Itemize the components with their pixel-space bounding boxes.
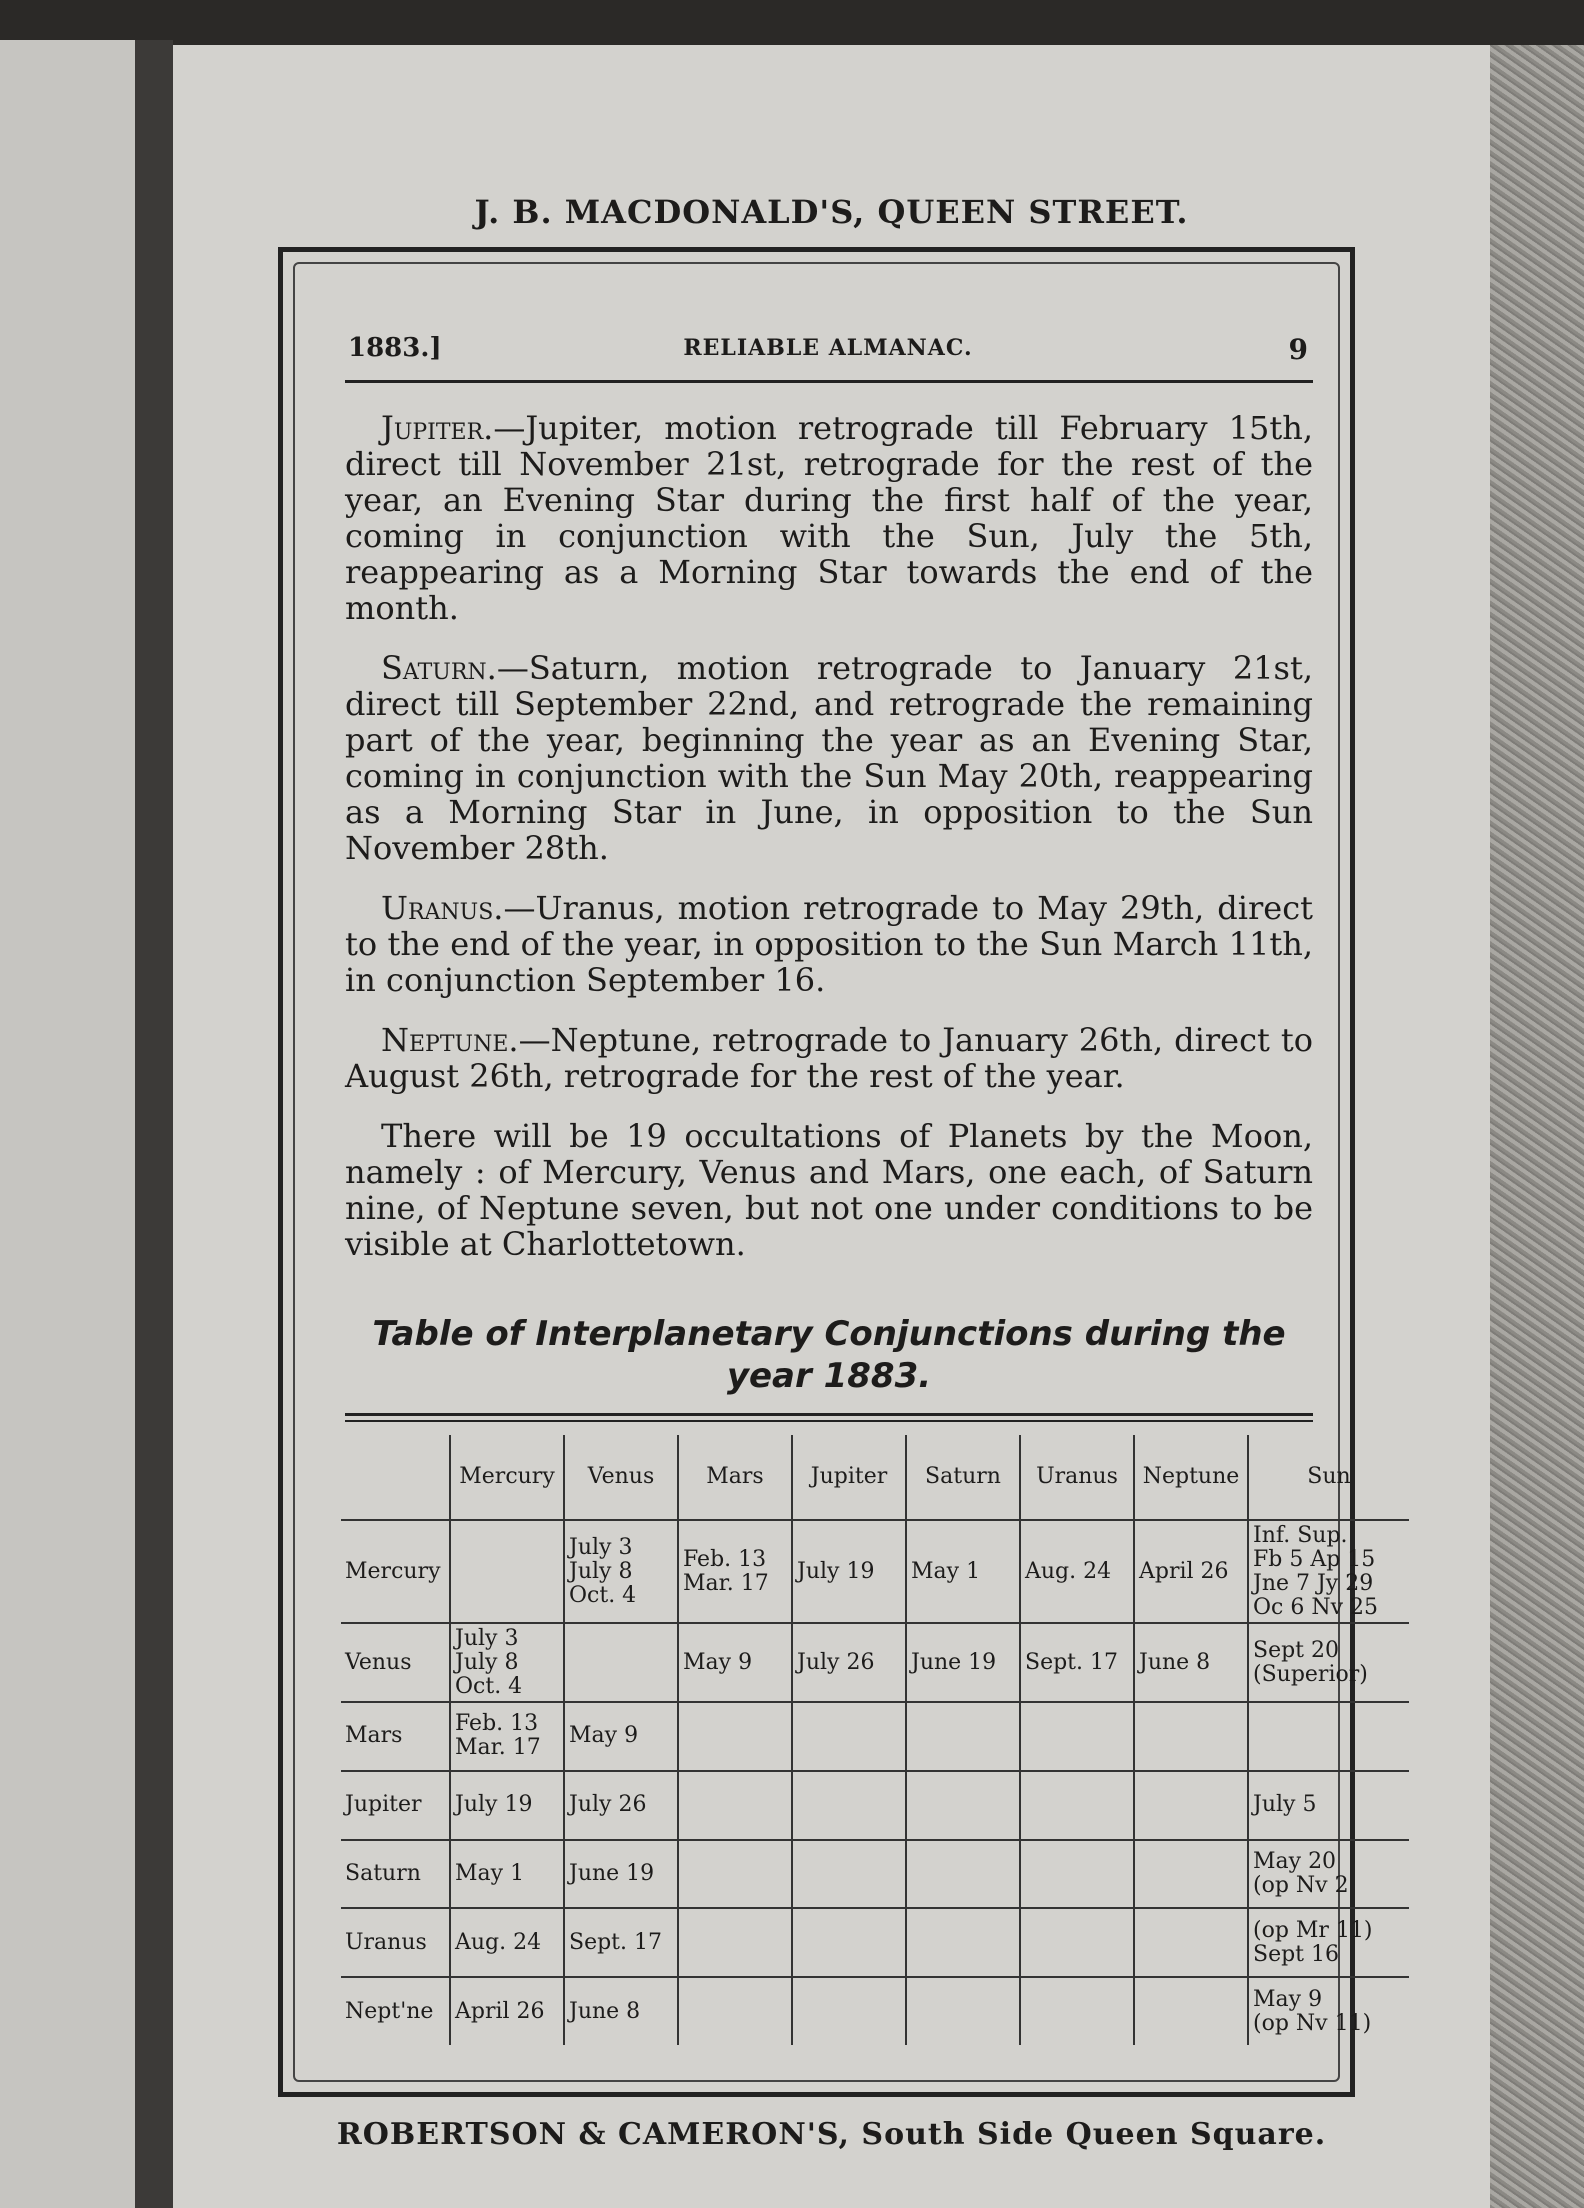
cell-text: (op Nv 11) [1253,2010,1372,2036]
paragraph-lead: Uranus. [381,889,504,927]
header-rule [345,380,1313,383]
table-cell [450,1840,564,1909]
row-label: Mercury [341,1520,450,1623]
table-top-rule-2 [345,1420,1313,1422]
table-cell [1134,1771,1248,1840]
cell-text: June 19 [911,1649,997,1675]
table-top-rule [345,1413,1313,1416]
cell-text: July 5 [1253,1792,1317,1818]
table-cell [1248,1840,1409,1909]
cell-text: Fb 5 Ap 15 [1253,1546,1376,1572]
footer-advert: ROBERTSON & CAMERON'S, South Side Queen Square. [336,2117,1327,2152]
cell-text: July 8 [455,1649,519,1675]
table-cell [1248,1520,1409,1623]
table-cell [678,1908,792,1977]
table-cell [450,1977,564,2045]
column-header: Jupiter [792,1435,906,1520]
table-cell [906,1771,1020,1840]
cell-text: May 1 [455,1861,525,1887]
column-header: Sun [1248,1435,1409,1520]
table-cell [678,1702,792,1771]
body-text [345,410,1313,1286]
cell-text: Oc 6 Nv 25 [1253,1594,1379,1620]
table-cell [564,1702,678,1771]
table-cell [1248,1908,1409,1977]
facing-page [0,40,135,2208]
table-cell [1020,1977,1134,2045]
cell-text: July 8 [569,1558,633,1584]
table-cell [450,1520,564,1623]
table-cell [1134,1908,1248,1977]
row-label: Uranus [341,1908,450,1977]
table-cell [450,1908,564,1977]
running-head: J. B. MACDONALD'S, QUEEN STREET. [474,193,1189,231]
column-header: Uranus [1020,1435,1134,1520]
cell-text: July 26 [797,1649,875,1675]
paragraph-lead: Jupiter. [381,409,494,447]
column-header: Saturn [906,1435,1020,1520]
paragraph-text: —Saturn, motion retrograde to January 21st, direct till September 22nd, and retrograde the remaining part of the year, beginning the year as an Evening Star, coming in conjunction with the Sun May 20th, reappearing as a Morning Star in June, in opposition to the Sun November 28th. [345,649,1313,867]
almanac-page [173,45,1490,2208]
table-cell [792,1623,906,1702]
cell-text: Inf. Sup. [1253,1522,1348,1548]
table-cell [792,1520,906,1623]
table-cell [906,1908,1020,1977]
paragraph-text: There will be 19 occultations of Planets by the Moon, namely : of Mercury, Venus and Mars, one each, of Saturn nine, of Neptune seven, but not one under conditions to be visible at Charlottetown. [345,1117,1313,1263]
row-label: Saturn [341,1840,450,1909]
cell-text: (op Mr 11) [1253,1917,1373,1943]
table-row [341,1702,1409,1771]
table-cell [906,1977,1020,2045]
table-cell [450,1771,564,1840]
table-cell [1134,1702,1248,1771]
cell-text: May 1 [911,1558,981,1584]
cell-text: Oct. 4 [569,1582,637,1608]
table-row [341,1840,1409,1909]
cell-text: June 19 [569,1861,655,1887]
cell-text: (op Nv 2 [1253,1873,1349,1899]
table-cell [450,1702,564,1771]
table-cell [792,1977,906,2045]
table-cell [1248,1977,1409,2045]
table-cell [1134,1623,1248,1702]
paragraph-lead: Saturn. [381,649,497,687]
table-cell [906,1520,1020,1623]
table-cell [792,1771,906,1840]
table-cell [1134,1520,1248,1623]
table-cell [564,1840,678,1909]
paragraph-uranus [345,890,1313,998]
table-cell [1134,1977,1248,2045]
cell-text: Feb. 13 [683,1546,767,1572]
cell-text: May 9 [683,1649,753,1675]
table-cell [678,1977,792,2045]
paragraph-text: —Uranus, motion retrograde to May 29th, direct to the end of the year, in opposition to the Sun March 11th, in conjunction September 16. [345,889,1313,999]
table-cell [1134,1840,1248,1909]
cell-text: Oct. 4 [455,1673,523,1699]
page-edge [1490,45,1584,2208]
table-cell [906,1623,1020,1702]
row-label: Mars [341,1702,450,1771]
cell-text: Sept. 17 [569,1929,662,1955]
table-cell [678,1840,792,1909]
cell-text: May 9 [1253,1986,1323,2012]
table-title: Table of Interplanetary Conjunctions during the year 1883. [372,1314,1286,1396]
almanac-header [348,333,1308,373]
table-row [341,1520,1409,1623]
paragraph-text: —Jupiter, motion retrograde till February 15th, direct till November 21st, retrograde for the rest of the year, an Evening Star during the first half of the year, coming in conjunction with the Sun, July the 5th, reappearing as a Morning Star towards the end of the month. [345,409,1313,627]
table-cell [792,1702,906,1771]
cell-text: Feb. 13 [455,1711,539,1737]
paragraph-text: —Neptune, retrograde to January 26th, direct to August 26th, retrograde for the rest of the year. [345,1021,1313,1095]
cell-text: Aug. 24 [455,1929,542,1955]
paragraph-neptune [345,1022,1313,1094]
table-cell [678,1771,792,1840]
cell-text: Jne 7 Jy 29 [1253,1570,1374,1596]
table-cell [792,1840,906,1909]
scan-top-shadow [0,0,1584,45]
paragraph-saturn [345,650,1313,866]
row-label: Nept'ne [341,1977,450,2045]
cell-text: July 3 [455,1625,519,1651]
table-cell [1248,1702,1409,1771]
cell-text: Sept. 17 [1025,1649,1118,1675]
paragraph-jupiter [345,410,1313,626]
table-row [341,1977,1409,2045]
table-cell [564,1771,678,1840]
table-cell [564,1520,678,1623]
table-cell [1020,1702,1134,1771]
table-cell [906,1840,1020,1909]
cell-text: July 3 [569,1534,633,1560]
cell-text: July 19 [797,1558,875,1584]
table-cell [450,1623,564,1702]
cell-text: Mar. 17 [455,1735,541,1761]
table-cell [1020,1623,1134,1702]
cell-text: May 20 [1253,1849,1337,1875]
book-gutter [135,40,173,2208]
column-header: Mars [678,1435,792,1520]
cell-text: April 26 [1139,1558,1229,1584]
table-cell [1248,1771,1409,1840]
column-header [341,1435,450,1520]
cell-text: June 8 [569,1998,641,2024]
table-cell [1020,1520,1134,1623]
cell-text: (Superior) [1253,1661,1368,1687]
header-year: 1883.] [348,333,442,363]
header-title: RELIABLE ALMANAC. [683,335,973,361]
cell-text: Sept 20 [1253,1637,1340,1663]
table-cell [564,1977,678,2045]
cell-text: April 26 [455,1998,545,2024]
paragraph-occultations [345,1118,1313,1262]
row-label: Jupiter [341,1771,450,1840]
table-row [341,1623,1409,1702]
column-header: Mercury [450,1435,564,1520]
row-label: Venus [341,1623,450,1702]
cell-text: July 19 [455,1792,533,1818]
cell-text: Aug. 24 [1025,1558,1112,1584]
table-cell [1020,1908,1134,1977]
conjunctions-table [341,1435,1409,2045]
table-cell [1020,1840,1134,1909]
table-cell [906,1702,1020,1771]
table-cell [792,1908,906,1977]
paragraph-lead: Neptune. [381,1021,519,1059]
table-body [341,1520,1409,2045]
table-cell [678,1623,792,1702]
cell-text: Mar. 17 [683,1570,769,1596]
table-cell [1020,1771,1134,1840]
table-cell [564,1623,678,1702]
cell-text: Sept 16 [1253,1941,1340,1967]
page-number: 9 [1288,333,1308,366]
table-row [341,1771,1409,1840]
table-cell [1248,1623,1409,1702]
table-cell [678,1520,792,1623]
table-cell [564,1908,678,1977]
column-header: Venus [564,1435,678,1520]
cell-text: May 9 [569,1723,639,1749]
column-header: Neptune [1134,1435,1248,1520]
table-row [341,1908,1409,1977]
cell-text: July 26 [569,1792,647,1818]
cell-text: June 8 [1139,1649,1211,1675]
table-header-row [341,1435,1409,1520]
